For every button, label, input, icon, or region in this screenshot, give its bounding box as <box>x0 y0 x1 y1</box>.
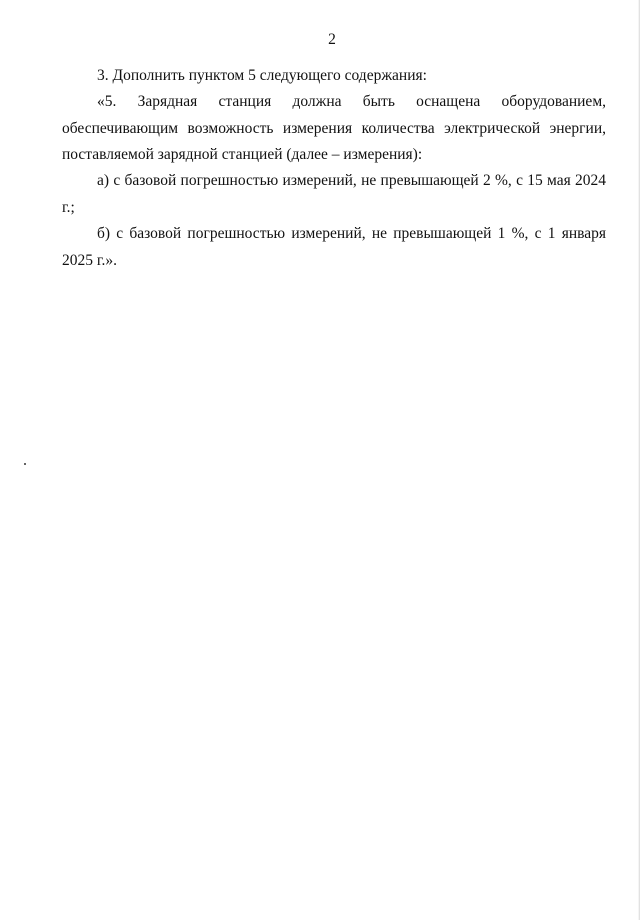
paragraph-subitem-a: а) с базовой погрешностью измерений, не превышающей 2 %, с 15 мая 2024 г.; <box>62 172 606 216</box>
scan-speck <box>24 463 26 465</box>
page-number: 2 <box>328 31 336 48</box>
paragraph-subitem-b: б) с базовой погрешностью измерений, не превышающей 1 %, с 1 января 2025 г.». <box>62 225 606 269</box>
paragraph-item-5: «5. Зарядная станция должна быть оснащена оборудованием, обеспечивающим возможность измерения количества электрической энергии, поставляемой зарядной станцией (далее – измерения): <box>62 93 606 163</box>
paragraph-item-3: 3. Дополнить пунктом 5 следующего содержания: <box>97 67 427 84</box>
